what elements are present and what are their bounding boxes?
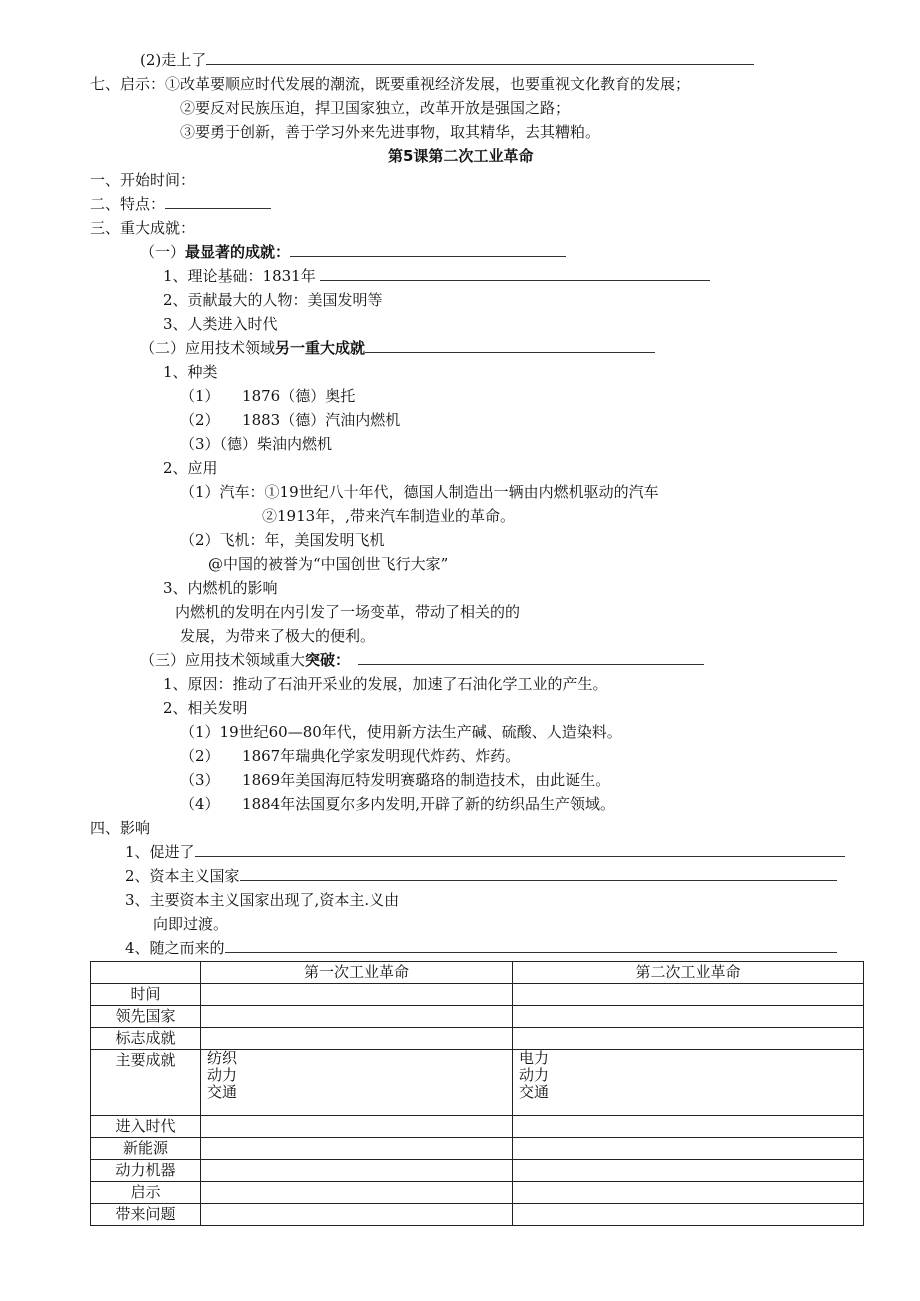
table-cell[interactable] [513,1160,864,1182]
table-row [91,1204,864,1226]
subsection-c-label: （三）应用技术领域重大 [140,651,306,669]
comparison-table [90,961,864,1226]
table-cell[interactable] [513,1006,864,1028]
section-7-point-2: ②要反对民族压迫，捍卫国家独立，改革开放是强国之路； [180,99,571,117]
blank-field[interactable] [240,866,837,881]
table-header-cell: 第一次工业革命 [201,962,513,984]
answer-line-2 [140,50,754,70]
subsection-a-bold: 最显著的成就： [185,243,291,261]
subsection-b-item-3: 3、内燃机的影响 [163,579,278,597]
row-label: 新能源 [91,1138,201,1160]
table-row [91,1138,864,1160]
lesson-title: 第5课第二次工业革命 [388,147,534,165]
answer-line-2-label: (2)走上了 [140,51,207,69]
table-cell[interactable] [201,1204,513,1226]
impact-1 [125,842,845,862]
table-cell[interactable] [201,1160,513,1182]
subsection-c-bold: 突破： [305,651,351,669]
subsection-c-item-2: 2、相关发明 [163,699,248,717]
row-label: 动力机器 [91,1160,201,1182]
table-cell[interactable] [513,1138,864,1160]
section-7-point-3: ③要勇于创新，善于学习外来先进事物，取其精华，去其糟粕。 [180,123,601,141]
table-cell[interactable] [513,1182,864,1204]
impact-1-label: 1、促进了 [125,843,195,861]
main-item: 交通 [207,1083,238,1101]
blank-field[interactable] [165,194,271,209]
main-item: 纺织 [207,1049,238,1067]
table-cell[interactable] [201,1006,513,1028]
subsection-b [140,338,655,358]
table-cell[interactable] [201,984,513,1006]
table-header-cell [91,962,201,984]
blank-field[interactable] [206,50,754,65]
subsection-a-item-2: 2、贡献最大的人物：美国发明等 [163,291,383,309]
impact-2-label: 2、资本主义国家 [125,867,240,885]
subsection-a-label: （一） [140,243,186,261]
section-4-impact: 四、影响 [90,819,151,837]
engine-type-2: （2） 1883（德）汽油内燃机 [180,411,401,429]
table-cell[interactable] [201,1182,513,1204]
engine-impact-1: 内燃机的发明在内引发了一场变革，带动了相关的的 [175,603,521,621]
table-row [91,1116,864,1138]
table-cell[interactable] [513,1204,864,1226]
invention-2: （2） 1867年瑞典化学家发明现代炸药、炸药。 [180,747,521,765]
table-cell[interactable] [201,1138,513,1160]
engine-type-3: （3）（德）柴油内燃机 [180,435,333,453]
table-header-row [91,962,864,984]
table-row [91,984,864,1006]
subsection-c-item-1: 1、原因：推动了石油开采业的发展，加速了石油化学工业的产生。 [163,675,608,693]
section-7-title: 七、启示：①改革要顺应时代发展的潮流，既要重视经济发展，也要重视文化教育的发展； [90,75,691,93]
invention-4: （4） 1884年法国夏尔多内发明,开辟了新的纺织品生产领域。 [180,795,615,813]
subsection-a [140,242,566,262]
subsection-b-item-2: 2、应用 [163,459,218,477]
table-cell[interactable] [513,1028,864,1050]
blank-field[interactable] [365,338,655,353]
subsection-c [140,650,704,670]
application-plane-2: @中国的被誉为“中国创世飞行大家” [208,555,449,573]
engine-impact-2: 发展，为带来了极大的便利。 [180,627,376,645]
second-revolution-main[interactable] [513,1050,864,1116]
invention-3: （3） 1869年美国海厄特发明赛璐珞的制造技术，由此诞生。 [180,771,611,789]
impact-4-label: 4、随之而来的 [125,939,225,957]
application-car: （1）汽车：①19世纪八十年代，德国人制造出一辆由内燃机驱动的汽车 [180,483,659,501]
section-3-achievements: 三、重大成就： [90,219,196,237]
table-cell[interactable] [201,1116,513,1138]
main-item: 电力 [519,1049,550,1067]
subsection-b-item-1: 1、种类 [163,363,218,381]
table-row [91,1006,864,1028]
main-item: 动力 [519,1066,550,1084]
table-header-cell: 第二次工业革命 [513,962,864,984]
table-row [91,1028,864,1050]
blank-field[interactable] [195,842,845,857]
first-revolution-main[interactable] [201,1050,513,1116]
blank-field[interactable] [290,242,566,257]
subsection-a-item-3: 3、人类进入时代 [163,315,278,333]
engine-type-1: （1） 1876（德）奥托 [180,387,356,405]
invention-1: （1）19世纪60—80年代，使用新方法生产碱、硫酸、人造染料。 [180,723,622,741]
table-row [91,1160,864,1182]
impact-3b: 向即过渡。 [153,915,229,933]
impact-2 [125,866,837,886]
subsection-b-label: （二）应用技术领域 [140,339,276,357]
blank-field[interactable] [358,650,704,665]
row-label: 主要成就 [91,1050,201,1116]
subsection-a-item-1 [163,266,710,286]
section-1-start-time: 一、开始时间： [90,171,196,189]
impact-4 [125,938,837,958]
table-row [91,1050,864,1116]
subsection-a-item-1-label: 1、理论基础：1831年 [163,267,316,285]
table-cell[interactable] [513,984,864,1006]
impact-3: 3、主要资本主义国家出现了,资本主.义由 [125,891,400,909]
section-2-label: 二、特点： [90,195,166,213]
table-cell[interactable] [513,1116,864,1138]
main-item: 动力 [207,1066,238,1084]
blank-field[interactable] [225,938,837,953]
section-2-features [90,194,271,214]
table-row [91,1182,864,1204]
row-label: 标志成就 [91,1028,201,1050]
application-plane: （2）飞机：年，美国发明飞机 [180,531,385,549]
row-label: 启示 [91,1182,201,1204]
main-item: 交通 [519,1083,550,1101]
subsection-b-bold: 另一重大成就 [275,339,366,357]
blank-field[interactable] [320,266,710,281]
row-label: 进入时代 [91,1116,201,1138]
row-label: 带来问题 [91,1204,201,1226]
row-label: 领先国家 [91,1006,201,1028]
application-car-2: ②1913年，,带来汽车制造业的革命。 [262,507,515,525]
table-cell[interactable] [201,1028,513,1050]
row-label: 时间 [91,984,201,1006]
